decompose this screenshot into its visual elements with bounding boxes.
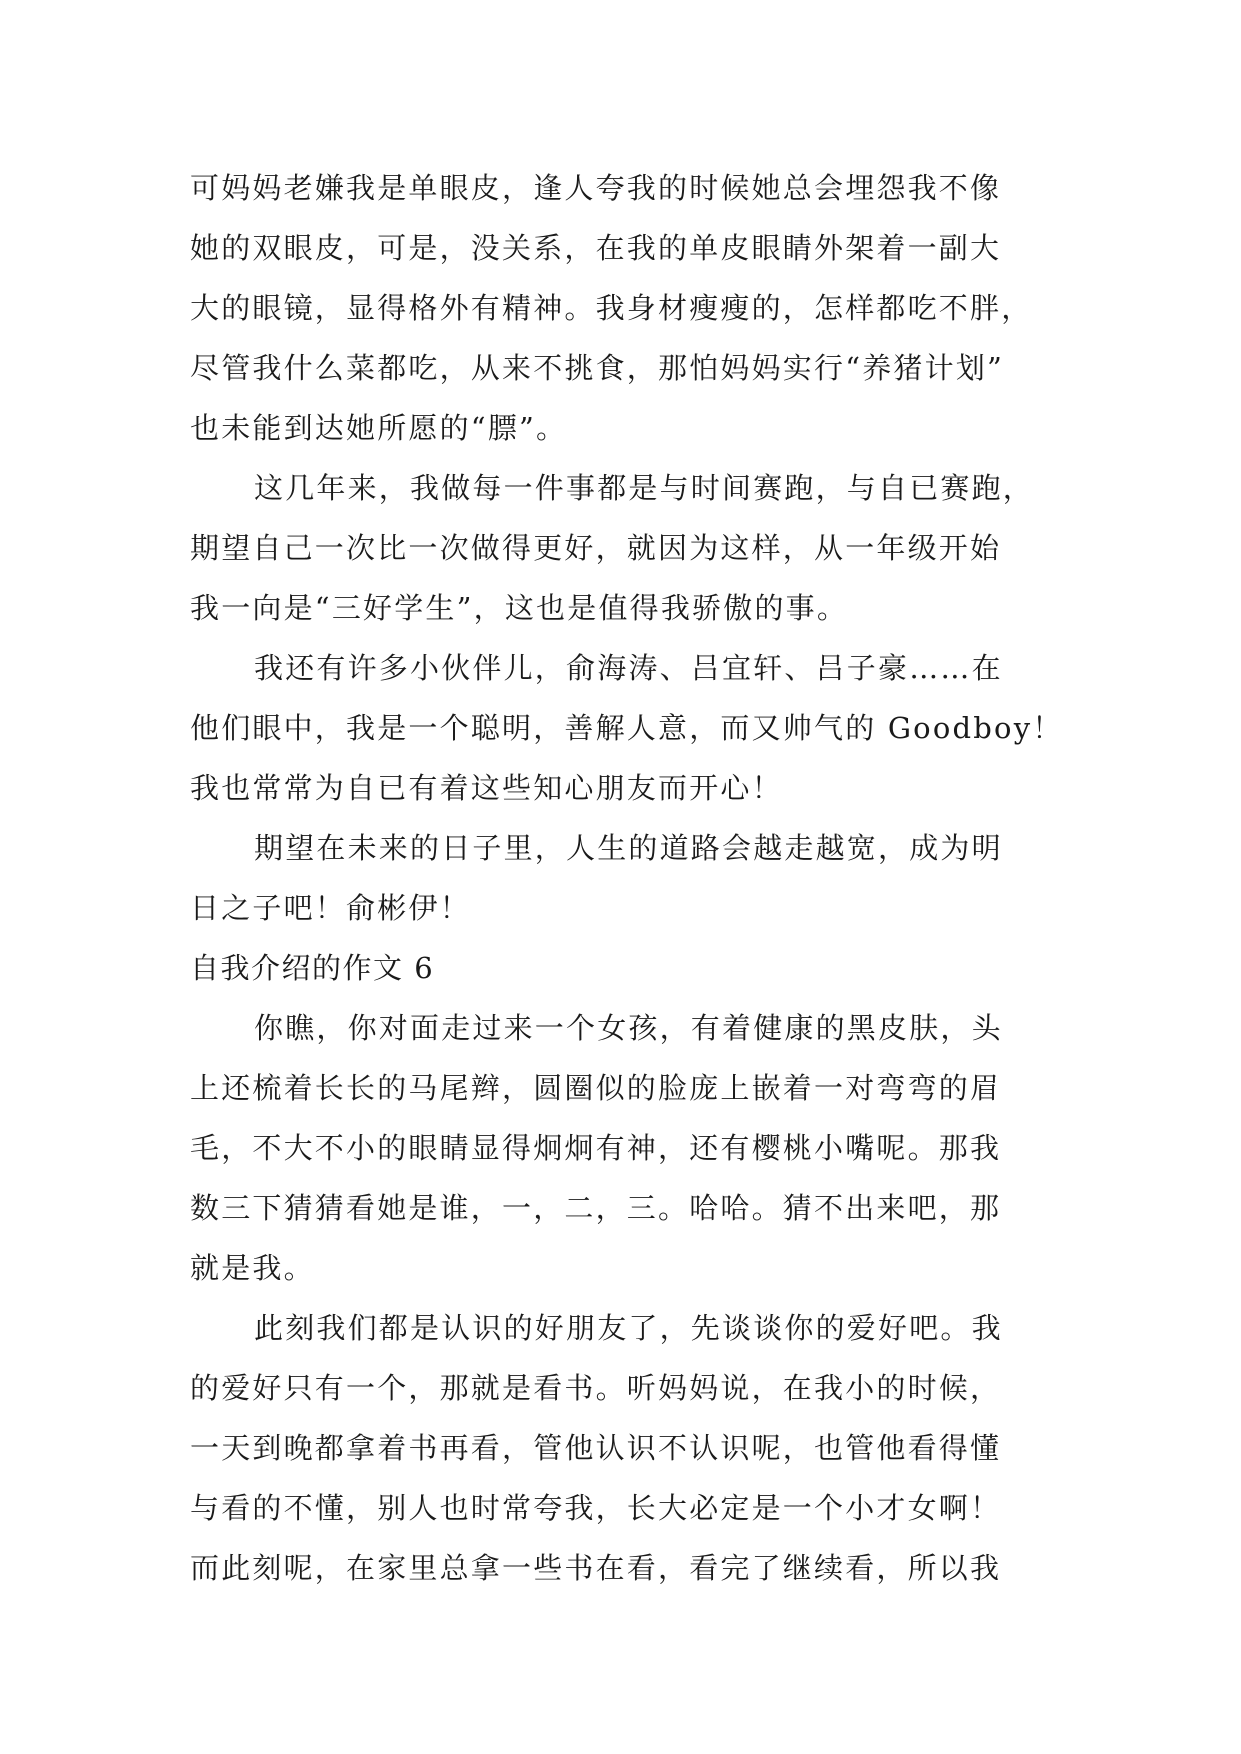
text-line: 他们眼中，我是一个聪明，善解人意，而又帅气的 Goodboy！ [190, 711, 1064, 745]
text-line: 你瞧，你对面走过来一个女孩，有着健康的黑皮肤，头 [254, 1011, 1003, 1045]
text-line: 日之子吧！俞彬伊！ [190, 891, 471, 925]
text-line: 与看的不懂，别人也时常夸我，长大必定是一个小才女啊！ [190, 1491, 1002, 1525]
text-line: 上还梳着长长的马尾辫，圆圈似的脸庞上嵌着一对弯弯的眉 [190, 1071, 1002, 1105]
text-line: 就是我。 [190, 1251, 315, 1285]
paragraph [190, 638, 1064, 818]
text-line: 毛，不大不小的眼睛显得炯炯有神，还有樱桃小嘴呢。那我 [190, 1131, 1002, 1165]
text-line: 我也常常为自已有着这些知心朋友而开心！ [190, 771, 783, 805]
text-line: 她的双眼皮，可是，没关系，在我的单皮眼睛外架着一副大 [190, 231, 1002, 265]
text-line: 这几年来，我做每一件事都是与时间赛跑，与自已赛跑， [254, 471, 1035, 505]
text-line: 期望自己一次比一次做得更好，就因为这样，从一年级开始 [190, 531, 1002, 565]
paragraph [190, 998, 1056, 1298]
section-heading: 自我介绍的作文 6 [190, 951, 435, 985]
text-line: 我一向是“三好学生”，这也是值得我骄傲的事。 [190, 591, 849, 625]
paragraph [190, 458, 1056, 638]
text-line: 的爱好只有一个，那就是看书。听妈妈说，在我小的时候， [190, 1371, 1002, 1405]
text-line: 尽管我什么菜都吃，从来不挑食，那怕妈妈实行“养猪计划” [190, 351, 1005, 385]
paragraph [190, 818, 1056, 938]
paragraph [190, 158, 1056, 458]
paragraph [190, 1298, 1056, 1598]
document-body [190, 158, 1064, 1598]
text-line: 也未能到达她所愿的“膘”。 [190, 411, 568, 445]
text-line: 可妈妈老嫌我是单眼皮，逢人夸我的时候她总会埋怨我不像 [190, 171, 1002, 205]
text-line: 我还有许多小伙伴儿，俞海涛、吕宜轩、吕子豪……在 [254, 651, 1003, 685]
text-line: 数三下猜猜看她是谁，一，二，三。哈哈。猜不出来吧，那 [190, 1191, 1002, 1225]
text-line: 一天到晚都拿着书再看，管他认识不认识呢，也管他看得懂 [190, 1431, 1002, 1465]
text-line: 而此刻呢，在家里总拿一些书在看，看完了继续看，所以我 [190, 1551, 1002, 1585]
text-line: 期望在未来的日子里，人生的道路会越走越宽，成为明 [254, 831, 1003, 865]
text-line: 此刻我们都是认识的好朋友了，先谈谈你的爱好吧。我 [254, 1311, 1003, 1345]
text-line: 大的眼镜，显得格外有精神。我身材瘦瘦的，怎样都吃不胖， [190, 291, 1033, 325]
